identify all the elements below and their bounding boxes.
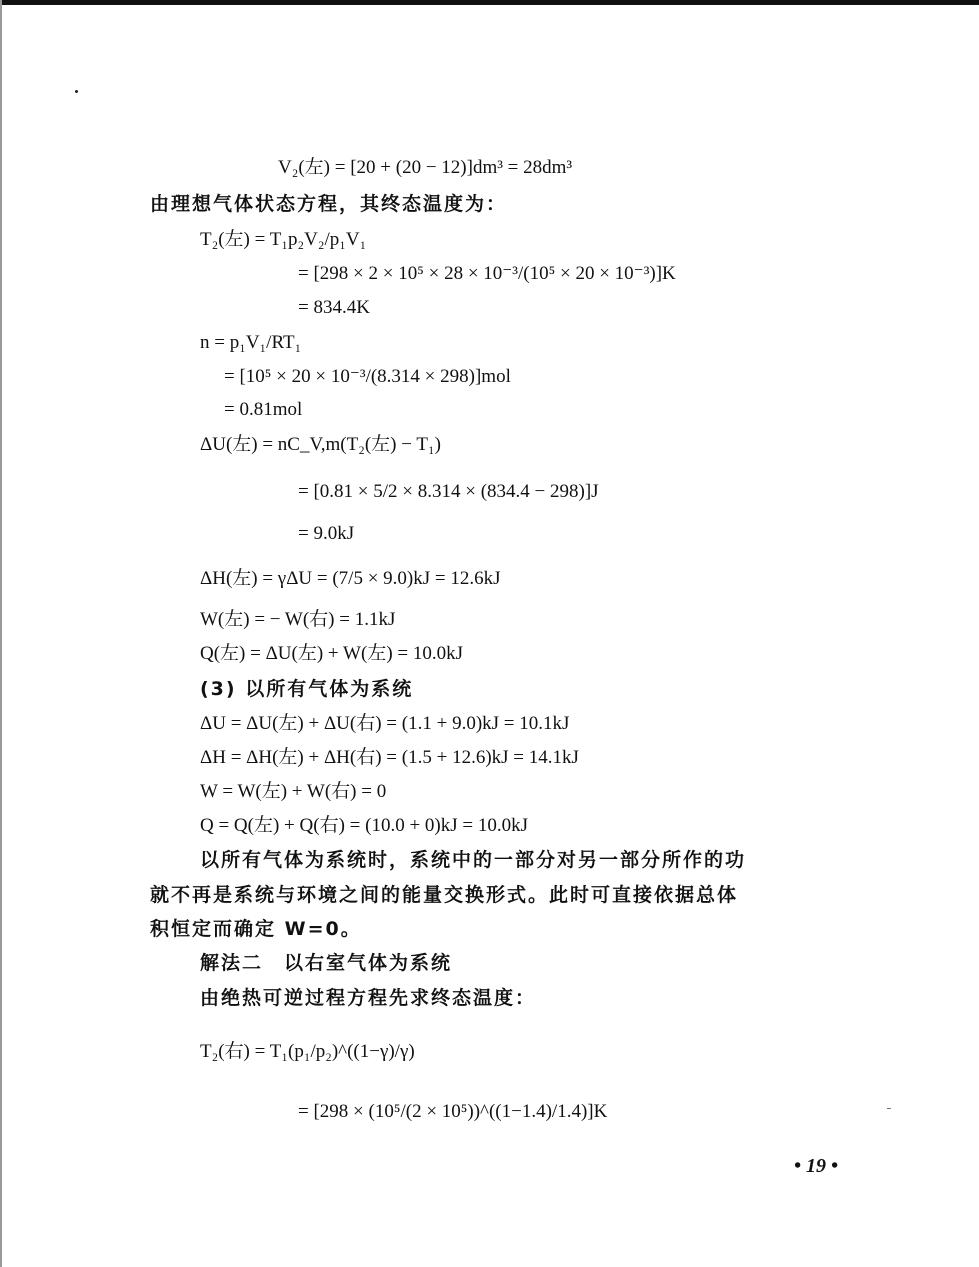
eq-t2-result: = 834.4K: [298, 297, 370, 318]
eq-w-total: W = W(左) + W(右) = 0: [200, 781, 387, 802]
text-ideal-gas: 由理想气体状态方程，其终态温度为：: [150, 193, 508, 215]
para-line-2: 就不再是系统与环境之间的能量交换形式。此时可直接依据总体: [150, 884, 739, 906]
eq-n-result: = 0.81mol: [224, 399, 303, 420]
para-line-3: 积恒定而确定 W=0。: [150, 918, 362, 940]
eq-t2-right-calc: = [298 × (10⁵/(2 × 10⁵))^((1−1.4)/1.4)]K: [298, 1101, 608, 1122]
top-rule: [0, 0, 979, 5]
page-number: • 19 •: [794, 1155, 839, 1177]
heading-method-two: 解法二 以右室气体为系统: [200, 952, 453, 974]
para-line-1: 以所有气体为系统时，系统中的一部分对另一部分所作的功: [200, 849, 747, 871]
eq-q-left: Q(左) = ΔU(左) + W(左) = 10.0kJ: [200, 643, 464, 664]
eq-v2-left: V₂(左) = [20 + (20 − 12)]dm³ = 28dm³: [278, 157, 573, 178]
text-adiabatic: 由绝热可逆过程方程先求终态温度：: [200, 987, 537, 1009]
scan-dot: [75, 90, 78, 93]
eq-dh-left: ΔH(左) = γΔU = (7/5 × 9.0)kJ = 12.6kJ: [200, 568, 501, 589]
eq-t2-calc: = [298 × 2 × 10⁵ × 28 × 10⁻³/(10⁵ × 20 × 10⁻³)]K: [298, 263, 676, 284]
eq-du-total: ΔU = ΔU(左) + ΔU(右) = (1.1 + 9.0)kJ = 10.1kJ: [200, 713, 570, 734]
eq-t2-left: T₂(左) = T₁p₂V₂/p₁V₁: [200, 229, 367, 250]
eq-w-left: W(左) = − W(右) = 1.1kJ: [200, 609, 396, 630]
eq-n: n = p₁V₁/RT₁: [200, 332, 302, 353]
left-edge-rule: [0, 0, 2, 1267]
heading-all-gas: (3) 以所有气体为系统: [200, 678, 414, 700]
eq-du-left: ΔU(左) = nC_V,m(T₂(左) − T₁): [200, 434, 441, 455]
eq-n-calc: = [10⁵ × 20 × 10⁻³/(8.314 × 298)]mol: [224, 366, 511, 387]
eq-q-total: Q = Q(左) + Q(右) = (10.0 + 0)kJ = 10.0kJ: [200, 815, 528, 836]
eq-du-result: = 9.0kJ: [298, 523, 355, 544]
eq-dh-total: ΔH = ΔH(左) + ΔH(右) = (1.5 + 12.6)kJ = 14.1kJ: [200, 747, 579, 768]
eq-du-calc: = [0.81 × 5/2 × 8.314 × (834.4 − 298)]J: [298, 481, 599, 502]
scan-mark: [887, 1108, 891, 1109]
eq-t2-right: T₂(右) = T₁(p₁/p₂)^((1−γ)/γ): [200, 1041, 415, 1062]
